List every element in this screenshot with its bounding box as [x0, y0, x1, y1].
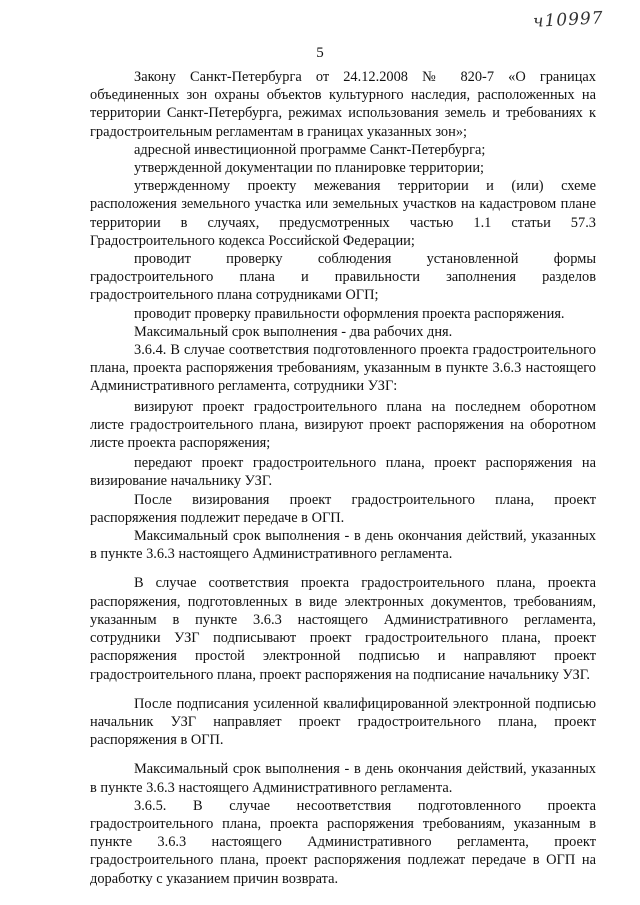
paragraph-after-endorse: После визирования проект градостроительного плана, проект распоряжения подлежит передаче в ОГП.	[90, 491, 596, 526]
document-body	[90, 68, 596, 888]
paragraph-planning-docs: утвержденной документации по планировке территории;	[134, 160, 485, 177]
paragraph-transfer-head: передают проект градостроительного плана, проект распоряжения на визирование начальнику УЗГ.	[90, 455, 596, 490]
paragraph-3-6-4: 3.6.4. В случае соответствия подготовленного проекта градостроительного плана, проекта распоряжения требованиям, указанным в пункте 3.6.3 настоящего Административного регламента, сотрудники УЗГ:	[90, 342, 596, 395]
paragraph-3-6-5: 3.6.5. В случае несоответствия подготовленного проекта градостроительного плана, проекта распоряжения требованиям, указанным в пункте 3.6.3 настоящего Административного регламента, проект градостроительного плана, проект распоряжения подлежат передаче в ОГП на доработку с указанием причин возврата.	[90, 797, 596, 887]
paragraph-deadline-same-day: Максимальный срок выполнения - в день окончания действий, указанных в пункте 3.6.3 настоящего Административного регламента.	[90, 528, 596, 563]
paragraph-deadline-same-day-2: Максимальный срок выполнения - в день окончания действий, указанных в пункте 3.6.3 настоящего Административного регламента.	[90, 761, 596, 796]
paragraph-investment-program: адресной инвестиционной программе Санкт-Петербурга;	[134, 141, 486, 158]
paragraph-land-survey: утвержденному проекту межевания территории и (или) схеме расположения земельного участка или земельных участков на кадастровом плане территории в случаях, предусмотренных частью 1.1 статьи 57.3 Градостроительного кодекса Российской Федерации;	[90, 178, 596, 249]
paragraph-form-check: проводит проверку соблюдения установленной формы градостроительного плана и правильности заполнения разделов градостроительного плана сотрудниками ОГП;	[90, 251, 596, 304]
paragraph-order-check: проводит проверку правильности оформления проекта распоряжения.	[134, 305, 565, 322]
paragraph-deadline-two-days: Максимальный срок выполнения - два рабочих дня.	[134, 323, 453, 340]
handwritten-registration-number: ч10997	[532, 8, 605, 32]
paragraph-electronic-docs: В случае соответствия проекта градостроительного плана, проекта распоряжения, подготовленных в виде электронных документов, требованиям, указанным в пункте 3.6.3 настоящего Административного регламента, сотрудники УЗГ подписывают проект градостроительного плана, проект распоряжения простой электронной подписью и направляют проект градостроительного плана, проект распоряжения на подписание начальнику УЗГ.	[90, 575, 596, 683]
paragraph-law-reference: Закону Санкт-Петербурга от 24.12.2008 № 820-7 «О границах объединенных зон охраны объектов культурного наследия, расположенных на территории Санкт-Петербурга, режимах использования земель и требованиях к градостроительным регламентам в границах указанных зон»;	[90, 69, 596, 140]
paragraph-after-signing: После подписания усиленной квалифицированной электронной подписью начальник УЗГ направляет проект градостроительного плана, проект распоряжения в ОГП.	[90, 695, 596, 749]
paragraph-endorse: визируют проект градостроительного плана на последнем оборотном листе градостроительного плана, визируют проект распоряжения на оборотном листе проекта распоряжения;	[90, 398, 596, 452]
page-number: 5	[316, 45, 324, 61]
